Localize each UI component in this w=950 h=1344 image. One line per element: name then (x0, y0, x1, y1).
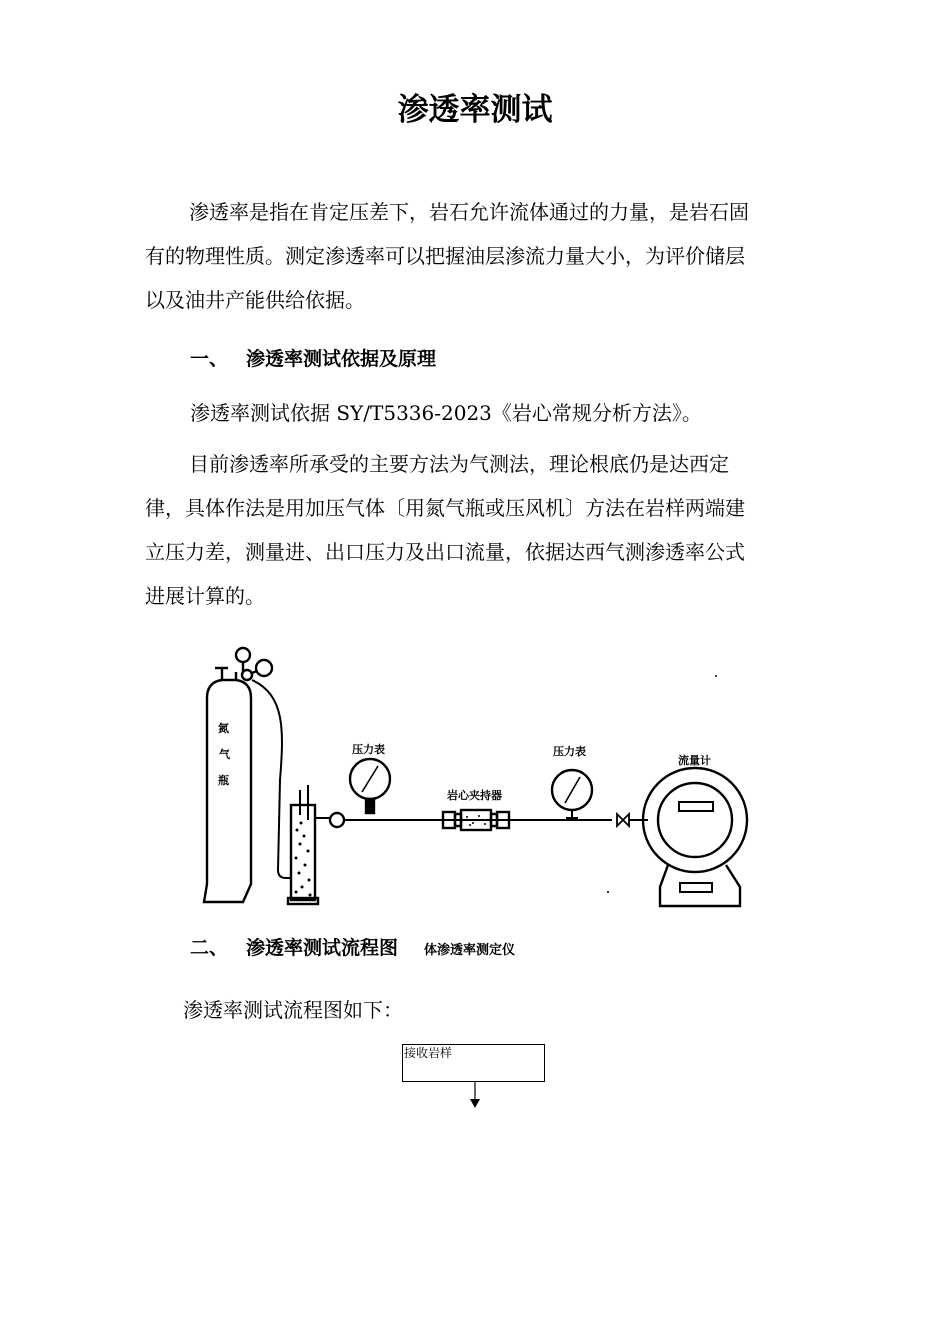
section2-heading (190, 933, 398, 963)
intro-line-2: 有的物理性质。测定渗透率可以把握油层渗流力量大小，为评价储层 (145, 244, 745, 268)
bubbles (295, 822, 312, 897)
document-title: 渗透率测试 (397, 92, 553, 128)
outlet-pressure-gauge (552, 770, 592, 818)
principle-line-4: 进展计算的。 (145, 584, 265, 608)
regulator (236, 648, 272, 680)
flowchart-box-receive-sample (402, 1044, 545, 1082)
intro-line-1: 渗透率是指在肯定压差下，岩石允许流体通过的力量，是岩石固 (189, 200, 749, 224)
inlet-pressure-gauge (350, 759, 390, 813)
intro-paragraph (145, 190, 815, 322)
flowchart-box-label: 接收岩样 (404, 1046, 453, 1060)
section1-title: 渗透率测试依据及原理 (246, 348, 437, 370)
figure-caption-fragment: 体渗透率测定仪 (424, 943, 516, 958)
humidifier-bottle (288, 785, 330, 904)
section1-heading (190, 344, 436, 374)
permeameter-diagram (0, 640, 950, 970)
section2-title: 渗透率测试流程图 (246, 937, 399, 959)
principle-line-3: 立压力差，测量进、出口压力及出口流量，依据达西气测渗透率公式 (145, 540, 745, 564)
cylinder-char-3: 瓶 (218, 774, 229, 787)
section2-intro: 渗透率测试流程图如下： (183, 998, 403, 1022)
holder-label: 岩心夹持器 (447, 789, 502, 802)
cylinder-char-2: 气 (219, 748, 230, 761)
flowchart-arrow (465, 1081, 485, 1111)
gas-hose (252, 680, 290, 878)
needle-valve (617, 814, 629, 826)
inlet-valve (330, 813, 344, 827)
principle-line-1: 目前渗透率所承受的主要方法为气测法，理论根底仍是达西定 (189, 452, 729, 476)
flowmeter-label: 流量计 (678, 754, 711, 767)
intro-line-3: 以及油井产能供给依据。 (145, 288, 365, 312)
gauge1-label: 压力表 (352, 743, 385, 756)
flow-meter (643, 768, 747, 906)
section2-number: 二、 (190, 937, 229, 959)
principle-line-2: 律，具体作法是用加压气体〔用氮气瓶或压风机〕方法在岩样两端建 (145, 496, 745, 520)
principle-paragraph (145, 442, 815, 618)
gauge2-label: 压力表 (553, 745, 586, 758)
section1-basis: 渗透率测试依据 SY/T5336-2023《岩心常规分析方法》。 (190, 401, 702, 425)
cylinder-char-1: 氮 (218, 722, 229, 735)
section1-number: 一、 (190, 348, 229, 370)
